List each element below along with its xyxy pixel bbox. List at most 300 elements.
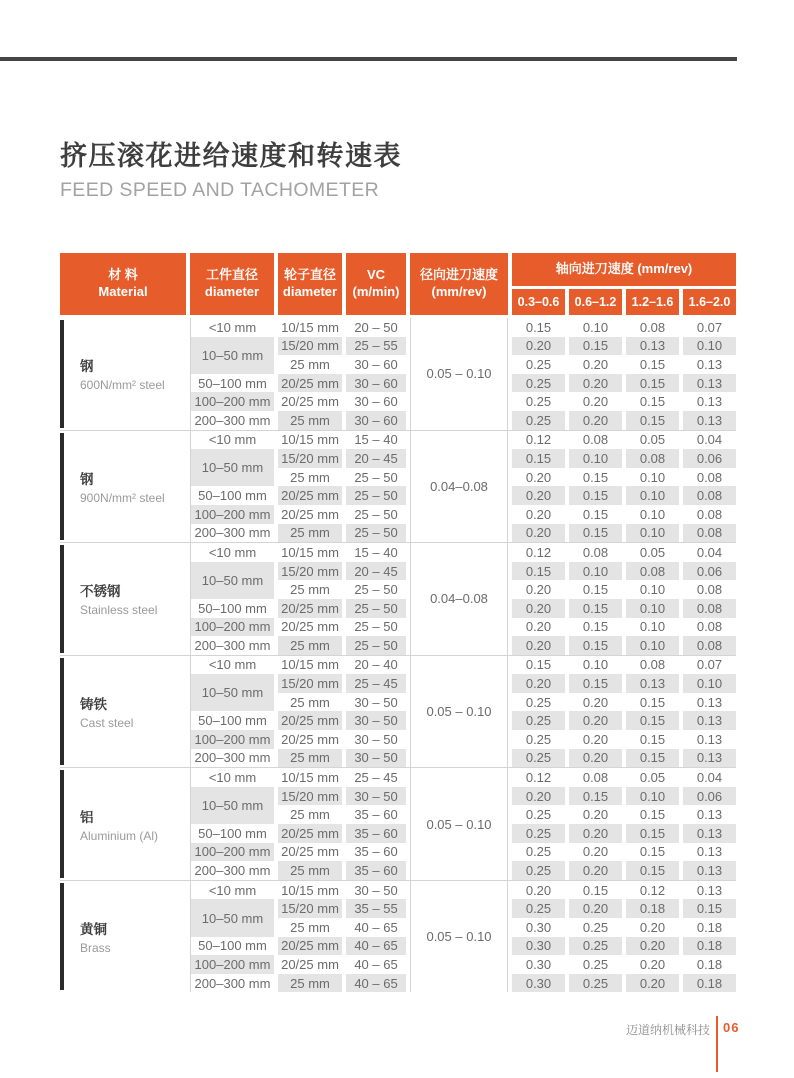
wheel-diameter-cell: 25 mm: [278, 861, 342, 880]
axial-feed-value-cell: 0.25: [525, 356, 552, 372]
axial-feed-value-cell: 0.10: [626, 524, 679, 543]
wheel-diameter-cell: 20/25 mm: [278, 486, 342, 505]
feed-table-groups: [60, 318, 736, 992]
axial-feed-value-cell: 0.10: [626, 787, 679, 806]
axial-feed-value-cell: 0.08: [696, 619, 723, 635]
footer-company-name: 迈道纳机械科技: [625, 1023, 710, 1037]
wheel-diameter-cell: 20/25 mm: [278, 599, 342, 618]
axial-feed-value-cell: 0.10: [582, 657, 609, 673]
footer-page-number: 06: [723, 1020, 740, 1035]
vc-cell: 20 – 45: [346, 449, 406, 468]
workpiece-diameter-cell: <10 mm: [190, 656, 274, 675]
axial-feed-value-cell: 0.10: [582, 319, 609, 335]
axial-feed-value-cell: 0.25: [525, 844, 552, 860]
axial-feed-value-cell: 0.13: [626, 674, 679, 693]
axial-feed-value-cell: 0.18: [683, 937, 736, 956]
axial-feed-value-cell: 0.08: [639, 657, 666, 673]
axial-feed-value-cell: 0.15: [626, 749, 679, 768]
material-accent-bar: [60, 433, 64, 541]
axial-feed-value-cell: 0.05: [639, 432, 666, 448]
wheel-diameter-cell: 20/25 mm: [278, 937, 342, 956]
axial-feed-value-cell: 0.13: [683, 749, 736, 768]
axial-feed-value-cell: 0.15: [639, 694, 666, 710]
workpiece-diameter-cell: 10–50 mm: [190, 899, 274, 936]
workpiece-diameter-cell: 10–50 mm: [190, 674, 274, 711]
page-title-en: FEED SPEED AND TACHOMETER: [60, 179, 380, 201]
material-cell: [60, 768, 186, 880]
material-group-1: [60, 318, 736, 430]
material-name-en: Stainless steel: [80, 603, 158, 618]
axial-feed-value-cell: 0.10: [639, 469, 666, 485]
wheel-diameter-cell: 10/15 mm: [281, 432, 339, 448]
vc-cell: 35 – 60: [346, 824, 406, 843]
axial-feed-value-cell: 0.20: [639, 919, 666, 935]
material-accent-bar: [60, 883, 64, 991]
material-cell: [60, 656, 186, 768]
footer-divider-line: [716, 1016, 718, 1072]
axial-feed-value-cell: 0.25: [525, 731, 552, 747]
axial-feed-value-cell: 0.10: [683, 337, 736, 356]
wheel-diameter-cell: 10/15 mm: [281, 657, 339, 673]
axial-feed-value-cell: 0.20: [569, 374, 622, 393]
axial-feed-value-cell: 0.20: [569, 749, 622, 768]
axial-feed-value-cell: 0.12: [525, 432, 552, 448]
wheel-diameter-cell: 25 mm: [278, 974, 342, 993]
axial-feed-value-cell: 0.15: [639, 356, 666, 372]
header-wheel-diameter: 轮子直径 diameter: [278, 253, 342, 315]
vc-cell: 25 – 50: [354, 619, 398, 635]
axial-feed-value-cell: 0.20: [626, 974, 679, 993]
workpiece-diameter-cell: 100–200 mm: [190, 505, 274, 524]
axial-feed-value-cell: 0.25: [582, 956, 609, 972]
vc-cell: 25 – 50: [346, 636, 406, 655]
axial-feed-value-cell: 0.25: [525, 807, 552, 823]
axial-feed-value-cell: 0.15: [626, 411, 679, 430]
material-group-4: [60, 655, 736, 768]
workpiece-diameter-cell: 200–300 mm: [190, 636, 274, 655]
workpiece-diameter-cell: 50–100 mm: [190, 824, 274, 843]
axial-feed-value-cell: 0.08: [626, 449, 679, 468]
axial-feed-value-cell: 0.20: [525, 619, 552, 635]
axial-feed-value-cell: 0.30: [525, 956, 552, 972]
material-name-zh: 钢: [80, 471, 94, 487]
title-block: [60, 134, 402, 202]
axial-feed-value-cell: 0.13: [683, 374, 736, 393]
material-name-en: Cast steel: [80, 715, 134, 730]
axial-feed-value-cell: 0.18: [696, 956, 723, 972]
wheel-diameter-cell: 25 mm: [290, 356, 330, 372]
workpiece-diameter-cell: 100–200 mm: [190, 618, 274, 637]
vc-cell: 25 – 50: [346, 486, 406, 505]
wheel-diameter-cell: 25 mm: [290, 919, 330, 935]
axial-feed-value-cell: 0.13: [696, 694, 723, 710]
vc-cell: 25 – 50: [354, 506, 398, 522]
axial-feed-value-cell: 0.07: [696, 319, 723, 335]
vc-cell: 40 – 65: [346, 937, 406, 956]
axial-feed-value-cell: 0.25: [512, 711, 565, 730]
workpiece-diameter-cell: 200–300 mm: [190, 411, 274, 430]
axial-feed-value-cell: 0.04: [696, 432, 723, 448]
axial-feed-value-cell: 0.20: [582, 807, 609, 823]
feed-speed-table: [60, 253, 736, 992]
axial-feed-value-cell: 0.15: [582, 882, 609, 898]
axial-feed-value-cell: 0.15: [582, 506, 609, 522]
axial-feed-value-cell: 0.15: [582, 582, 609, 598]
axial-feed-value-cell: 0.20: [582, 394, 609, 410]
axial-feed-value-cell: 0.20: [525, 582, 552, 598]
axial-feed-value-cell: 0.13: [683, 711, 736, 730]
axial-feed-value-cell: 0.13: [626, 337, 679, 356]
workpiece-diameter-cell: 50–100 mm: [190, 937, 274, 956]
vc-cell: 25 – 50: [354, 469, 398, 485]
wheel-diameter-cell: 25 mm: [278, 524, 342, 543]
axial-feed-value-cell: 0.08: [626, 562, 679, 581]
axial-feed-value-cell: 0.20: [639, 956, 666, 972]
vc-cell: 30 – 50: [346, 787, 406, 806]
workpiece-diameter-cell: 100–200 mm: [190, 955, 274, 974]
axial-feed-value-cell: 0.10: [569, 562, 622, 581]
vc-cell: 25 – 45: [346, 674, 406, 693]
axial-feed-value-cell: 0.20: [525, 506, 552, 522]
axial-feed-value-cell: 0.20: [569, 824, 622, 843]
wheel-diameter-cell: 15/20 mm: [278, 449, 342, 468]
axial-feed-value-cell: 0.08: [696, 506, 723, 522]
wheel-diameter-cell: 20/25 mm: [281, 394, 339, 410]
axial-feed-value-cell: 0.15: [582, 619, 609, 635]
axial-feed-value-cell: 0.13: [696, 356, 723, 372]
axial-feed-value-cell: 0.15: [569, 524, 622, 543]
wheel-diameter-cell: 20/25 mm: [281, 619, 339, 635]
axial-feed-value-cell: 0.04: [696, 770, 723, 786]
wheel-diameter-cell: 15/20 mm: [278, 337, 342, 356]
axial-feed-value-cell: 0.15: [683, 899, 736, 918]
wheel-diameter-cell: 10/15 mm: [281, 319, 339, 335]
axial-feed-value-cell: 0.13: [696, 807, 723, 823]
wheel-diameter-cell: 20/25 mm: [281, 506, 339, 522]
axial-feed-value-cell: 0.06: [683, 787, 736, 806]
workpiece-diameter-cell: 200–300 mm: [190, 974, 274, 993]
material-name-en: Aluminium (Al): [80, 828, 159, 843]
workpiece-diameter-cell: <10 mm: [190, 431, 274, 450]
material-accent-bar: [60, 545, 64, 653]
workpiece-diameter-cell: 50–100 mm: [190, 711, 274, 730]
material-name-zh: 铝: [80, 809, 94, 825]
vc-cell: 25 – 55: [346, 337, 406, 356]
axial-feed-value-cell: 0.10: [626, 486, 679, 505]
material-group-5: [60, 767, 736, 880]
axial-feed-value-cell: 0.15: [569, 636, 622, 655]
wheel-diameter-cell: 25 mm: [290, 694, 330, 710]
axial-feed-value-cell: 0.10: [683, 674, 736, 693]
axial-feed-value-cell: 0.15: [639, 844, 666, 860]
axial-feed-value-cell: 0.25: [512, 861, 565, 880]
axial-feed-value-cell: 0.20: [569, 899, 622, 918]
header-axial-range-4: 1.6–2.0: [683, 289, 736, 315]
axial-feed-value-cell: 0.08: [639, 319, 666, 335]
axial-feed-value-cell: 0.15: [512, 449, 565, 468]
workpiece-diameter-cell: 100–200 mm: [190, 730, 274, 749]
wheel-diameter-cell: 25 mm: [278, 749, 342, 768]
material-name-zh: 铸铁: [80, 696, 107, 712]
header-axial-range-1: 0.3–0.6: [512, 289, 565, 315]
axial-feed-value-cell: 0.06: [683, 562, 736, 581]
axial-feed-value-cell: 0.10: [639, 506, 666, 522]
material-group-6: [60, 880, 736, 993]
axial-feed-value-cell: 0.15: [569, 599, 622, 618]
axial-feed-value-cell: 0.20: [626, 937, 679, 956]
wheel-diameter-cell: 25 mm: [278, 411, 342, 430]
vc-cell: 35 – 60: [346, 861, 406, 880]
material-cell: [60, 543, 186, 655]
radial-feed-cell: 0.05 – 0.10: [410, 656, 508, 768]
axial-feed-value-cell: 0.30: [512, 937, 565, 956]
header-axial-range-2: 0.6–1.2: [569, 289, 622, 315]
vc-cell: 30 – 60: [354, 394, 398, 410]
axial-feed-value-cell: 0.08: [683, 636, 736, 655]
vc-cell: 20 – 50: [354, 319, 398, 335]
header-axial-feed-group: 轴向进刀速度 (mm/rev): [512, 253, 736, 286]
workpiece-diameter-cell: 100–200 mm: [190, 392, 274, 411]
axial-feed-value-cell: 0.08: [696, 469, 723, 485]
vc-cell: 35 – 60: [354, 807, 398, 823]
header-material: 材 料 Material: [60, 253, 186, 315]
vc-cell: 40 – 65: [346, 974, 406, 993]
axial-feed-value-cell: 0.10: [626, 599, 679, 618]
material-name-en: 900N/mm² steel: [80, 490, 165, 505]
wheel-diameter-cell: 20/25 mm: [281, 844, 339, 860]
wheel-diameter-cell: 10/15 mm: [281, 882, 339, 898]
axial-feed-value-cell: 0.15: [582, 469, 609, 485]
material-accent-bar: [60, 770, 64, 878]
wheel-diameter-cell: 20/25 mm: [278, 711, 342, 730]
axial-feed-value-cell: 0.25: [512, 374, 565, 393]
axial-feed-value-cell: 0.10: [639, 619, 666, 635]
vc-cell: 30 – 50: [346, 749, 406, 768]
axial-feed-value-cell: 0.20: [512, 486, 565, 505]
workpiece-diameter-cell: 200–300 mm: [190, 861, 274, 880]
vc-cell: 30 – 50: [346, 711, 406, 730]
axial-feed-value-cell: 0.15: [569, 486, 622, 505]
top-rule: [0, 57, 737, 61]
workpiece-diameter-cell: 100–200 mm: [190, 843, 274, 862]
axial-feed-value-cell: 0.15: [639, 731, 666, 747]
radial-feed-cell: 0.04–0.08: [410, 543, 508, 655]
axial-feed-value-cell: 0.10: [626, 636, 679, 655]
wheel-diameter-cell: 15/20 mm: [278, 899, 342, 918]
axial-feed-value-cell: 0.12: [525, 770, 552, 786]
workpiece-diameter-cell: 10–50 mm: [190, 337, 274, 374]
wheel-diameter-cell: 25 mm: [290, 807, 330, 823]
axial-feed-value-cell: 0.15: [525, 657, 552, 673]
wheel-diameter-cell: 10/15 mm: [281, 770, 339, 786]
axial-feed-value-cell: 0.20: [512, 787, 565, 806]
workpiece-diameter-cell: 50–100 mm: [190, 599, 274, 618]
axial-feed-value-cell: 0.12: [639, 882, 666, 898]
vc-cell: 35 – 60: [354, 844, 398, 860]
axial-feed-value-cell: 0.08: [683, 599, 736, 618]
material-accent-bar: [60, 658, 64, 766]
axial-feed-value-cell: 0.30: [525, 919, 552, 935]
header-workpiece-diameter: 工件直径 diameter: [190, 253, 274, 315]
axial-feed-value-cell: 0.25: [569, 974, 622, 993]
axial-feed-value-cell: 0.20: [512, 599, 565, 618]
vc-cell: 30 – 50: [354, 694, 398, 710]
axial-feed-value-cell: 0.13: [683, 861, 736, 880]
axial-feed-value-cell: 0.15: [569, 337, 622, 356]
vc-cell: 25 – 50: [346, 599, 406, 618]
vc-cell: 25 – 45: [354, 770, 398, 786]
material-group-3: [60, 542, 736, 655]
vc-cell: 20 – 45: [346, 562, 406, 581]
material-accent-bar: [60, 320, 64, 428]
axial-feed-value-cell: 0.25: [525, 394, 552, 410]
workpiece-diameter-cell: 200–300 mm: [190, 524, 274, 543]
axial-feed-value-cell: 0.08: [582, 544, 609, 560]
wheel-diameter-cell: 20/25 mm: [278, 374, 342, 393]
axial-feed-value-cell: 0.25: [569, 937, 622, 956]
axial-feed-value-cell: 0.15: [626, 824, 679, 843]
axial-feed-value-cell: 0.08: [582, 770, 609, 786]
vc-cell: 25 – 50: [346, 524, 406, 543]
axial-feed-value-cell: 0.20: [582, 844, 609, 860]
header-radial-feed: 径向进刀速度 (mm/rev): [410, 253, 508, 315]
vc-cell: 40 – 65: [354, 919, 398, 935]
axial-feed-value-cell: 0.15: [569, 787, 622, 806]
wheel-diameter-cell: 15/20 mm: [278, 562, 342, 581]
header-vc: VC (m/min): [346, 253, 406, 315]
axial-feed-value-cell: 0.15: [626, 861, 679, 880]
vc-cell: 15 – 40: [354, 544, 398, 560]
axial-feed-value-cell: 0.15: [626, 374, 679, 393]
axial-feed-value-cell: 0.25: [582, 919, 609, 935]
axial-feed-value-cell: 0.15: [512, 562, 565, 581]
vc-cell: 40 – 65: [354, 956, 398, 972]
workpiece-diameter-cell: 50–100 mm: [190, 374, 274, 393]
axial-feed-value-cell: 0.15: [626, 711, 679, 730]
wheel-diameter-cell: 20/25 mm: [281, 731, 339, 747]
axial-feed-value-cell: 0.12: [525, 544, 552, 560]
axial-feed-value-cell: 0.07: [696, 657, 723, 673]
material-name-zh: 黄铜: [80, 922, 107, 938]
radial-feed-cell: 0.05 – 0.10: [410, 768, 508, 880]
wheel-diameter-cell: 25 mm: [290, 582, 330, 598]
axial-feed-value-cell: 0.25: [525, 694, 552, 710]
material-cell: [60, 881, 186, 993]
radial-feed-cell: 0.05 – 0.10: [410, 881, 508, 993]
axial-feed-value-cell: 0.10: [639, 582, 666, 598]
axial-feed-value-cell: 0.20: [582, 356, 609, 372]
workpiece-diameter-cell: 50–100 mm: [190, 486, 274, 505]
axial-feed-value-cell: 0.13: [696, 844, 723, 860]
wheel-diameter-cell: 25 mm: [290, 469, 330, 485]
vc-cell: 30 – 60: [346, 411, 406, 430]
axial-feed-value-cell: 0.08: [582, 432, 609, 448]
workpiece-diameter-cell: <10 mm: [190, 768, 274, 787]
axial-feed-value-cell: 0.20: [569, 711, 622, 730]
vc-cell: 30 – 50: [354, 882, 398, 898]
vc-cell: 30 – 60: [354, 356, 398, 372]
axial-feed-value-cell: 0.15: [525, 319, 552, 335]
axial-feed-value-cell: 0.25: [512, 749, 565, 768]
material-cell: [60, 318, 186, 430]
material-name-zh: 不锈钢: [80, 584, 121, 600]
axial-feed-value-cell: 0.30: [512, 974, 565, 993]
vc-cell: 15 – 40: [354, 432, 398, 448]
axial-feed-value-cell: 0.08: [696, 582, 723, 598]
vc-cell: 25 – 50: [354, 582, 398, 598]
axial-feed-value-cell: 0.13: [696, 394, 723, 410]
axial-feed-value-cell: 0.20: [582, 731, 609, 747]
axial-feed-value-cell: 0.25: [512, 824, 565, 843]
axial-feed-value-cell: 0.18: [683, 974, 736, 993]
wheel-diameter-cell: 15/20 mm: [278, 787, 342, 806]
workpiece-diameter-cell: 10–50 mm: [190, 449, 274, 486]
axial-feed-value-cell: 0.20: [569, 411, 622, 430]
axial-feed-value-cell: 0.13: [683, 824, 736, 843]
radial-feed-cell: 0.04–0.08: [410, 431, 508, 543]
axial-feed-value-cell: 0.25: [512, 899, 565, 918]
axial-feed-value-cell: 0.20: [525, 469, 552, 485]
axial-feed-value-cell: 0.05: [639, 544, 666, 560]
axial-feed-value-cell: 0.18: [696, 919, 723, 935]
axial-feed-value-cell: 0.13: [696, 882, 723, 898]
wheel-diameter-cell: 15/20 mm: [278, 674, 342, 693]
axial-feed-value-cell: 0.15: [639, 394, 666, 410]
table-header: [60, 253, 736, 315]
header-axial-range-3: 1.2–1.6: [626, 289, 679, 315]
axial-feed-value-cell: 0.13: [696, 731, 723, 747]
vc-cell: 35 – 55: [346, 899, 406, 918]
workpiece-diameter-cell: <10 mm: [190, 881, 274, 900]
wheel-diameter-cell: 25 mm: [278, 636, 342, 655]
vc-cell: 30 – 50: [354, 731, 398, 747]
axial-feed-value-cell: 0.08: [683, 524, 736, 543]
wheel-diameter-cell: 10/15 mm: [281, 544, 339, 560]
axial-feed-value-cell: 0.04: [696, 544, 723, 560]
material-name-zh: 钢: [80, 359, 94, 375]
axial-feed-value-cell: 0.10: [569, 449, 622, 468]
material-group-2: [60, 430, 736, 543]
material-cell: [60, 431, 186, 543]
axial-feed-value-cell: 0.15: [639, 807, 666, 823]
workpiece-diameter-cell: 10–50 mm: [190, 787, 274, 824]
axial-feed-value-cell: 0.20: [582, 694, 609, 710]
axial-feed-value-cell: 0.20: [512, 636, 565, 655]
material-name-en: Brass: [80, 941, 111, 956]
axial-feed-value-cell: 0.20: [512, 524, 565, 543]
axial-feed-value-cell: 0.08: [683, 486, 736, 505]
axial-feed-value-cell: 0.06: [683, 449, 736, 468]
wheel-diameter-cell: 20/25 mm: [278, 824, 342, 843]
axial-feed-value-cell: 0.05: [639, 770, 666, 786]
axial-feed-value-cell: 0.20: [512, 337, 565, 356]
page-title-zh: 挤压滚花进给速度和转速表: [60, 141, 402, 171]
workpiece-diameter-cell: <10 mm: [190, 543, 274, 562]
radial-feed-cell: 0.05 – 0.10: [410, 318, 508, 430]
vc-cell: 20 – 40: [354, 657, 398, 673]
workpiece-diameter-cell: 200–300 mm: [190, 749, 274, 768]
axial-feed-value-cell: 0.25: [512, 411, 565, 430]
vc-cell: 30 – 60: [346, 374, 406, 393]
axial-feed-value-cell: 0.13: [683, 411, 736, 430]
axial-feed-value-cell: 0.20: [525, 882, 552, 898]
workpiece-diameter-cell: 10–50 mm: [190, 562, 274, 599]
axial-feed-value-cell: 0.20: [569, 861, 622, 880]
axial-feed-value-cell: 0.18: [626, 899, 679, 918]
workpiece-diameter-cell: <10 mm: [190, 318, 274, 337]
material-name-en: 600N/mm² steel: [80, 378, 165, 393]
axial-feed-value-cell: 0.20: [512, 674, 565, 693]
